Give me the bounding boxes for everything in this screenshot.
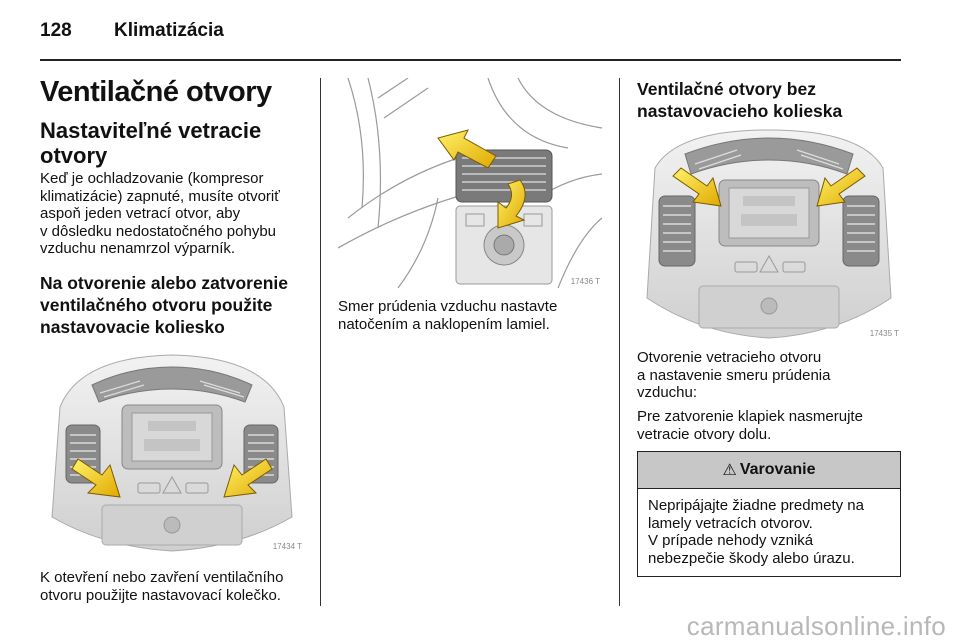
figure-adjustable-vents: [40, 347, 304, 553]
page-number: 128: [40, 20, 72, 41]
text-line: Otvorenie vetracieho otvoru: [637, 349, 822, 366]
heading-line: Ventilačné otvory bez: [637, 79, 816, 99]
intro-paragraph: [40, 170, 280, 258]
paragraph-open-vent: [637, 349, 830, 402]
text-line: Keď je ochladzovanie (kompresor: [40, 170, 264, 187]
figure-airflow-direction: [338, 78, 602, 288]
dashboard-illustration: [637, 128, 901, 340]
text-line: Pre zatvorenie klapiek nasmerujte: [637, 408, 863, 425]
figure-fixed-vents: [637, 128, 901, 340]
heading-line: Na otvorenie alebo zatvorenie: [40, 273, 288, 293]
watermark: carmanualsonline.info: [686, 611, 946, 641]
text-line: vzduchu nenamrzol výparník.: [40, 240, 236, 257]
figure-caption: [338, 298, 557, 333]
heading-line: nastavovacie koliesko: [40, 317, 225, 337]
text-line: v dôsledku nedostatočného pohybu: [40, 222, 277, 240]
text-line: natočením a naklopením lamiel.: [338, 315, 550, 333]
text-line: vzduchu:: [637, 384, 698, 401]
section-heading: [637, 78, 842, 122]
text-line: K otevření nebo zavření ventilačního: [40, 569, 284, 586]
heading-line: nastavovacieho kolieska: [637, 101, 843, 121]
subsection-heading: [40, 272, 288, 338]
figure-caption: [40, 569, 284, 604]
text-line: Nepripájajte žiadne predmety na: [648, 497, 864, 514]
column-divider-2: [619, 78, 620, 606]
text-line: V prípade nehody vzniká: [648, 532, 814, 549]
side-vent-illustration: [338, 78, 602, 288]
paragraph-close-vent: [637, 408, 863, 443]
warning-box: [637, 451, 901, 577]
dashboard-illustration: [40, 347, 304, 553]
subtitle-line: otvory: [40, 143, 108, 168]
figure-number: 17434 T: [272, 542, 302, 551]
text-line: Smer prúdenia vzduchu nastavte: [338, 298, 558, 315]
heading-line: ventilačného otvoru použite: [40, 295, 273, 315]
warning-triangle-icon: ⚠: [722, 462, 737, 479]
figure-number: 17436 T: [570, 277, 600, 286]
section-title: Ventilačné otvory: [40, 76, 272, 108]
warning-title: Varovanie: [739, 461, 816, 478]
warning-header: [638, 452, 900, 489]
column-divider-1: [320, 78, 321, 606]
text-line: klimatizácie) zapnuté, musíte otvoriť: [40, 187, 280, 205]
text-line: vetracie otvory dolu.: [637, 425, 772, 443]
text-line: a nastavenie smeru prúdenia: [637, 366, 831, 384]
chapter-title: Klimatizácia: [114, 20, 224, 41]
text-line: lamely vetracích otvorov.: [648, 514, 813, 532]
header-rule: [40, 59, 901, 61]
text-line: aspoň jeden vetrací otvor, aby: [40, 205, 241, 222]
text-line: otvoru použijte nastavovací kolečko.: [40, 586, 281, 604]
text-line: nebezpečie škody alebo úrazu.: [648, 549, 855, 567]
warning-body: [638, 489, 900, 575]
figure-number: 17435 T: [869, 329, 899, 338]
subtitle-line: Nastaviteľné vetracie: [40, 118, 262, 143]
section-subtitle: [40, 118, 261, 168]
